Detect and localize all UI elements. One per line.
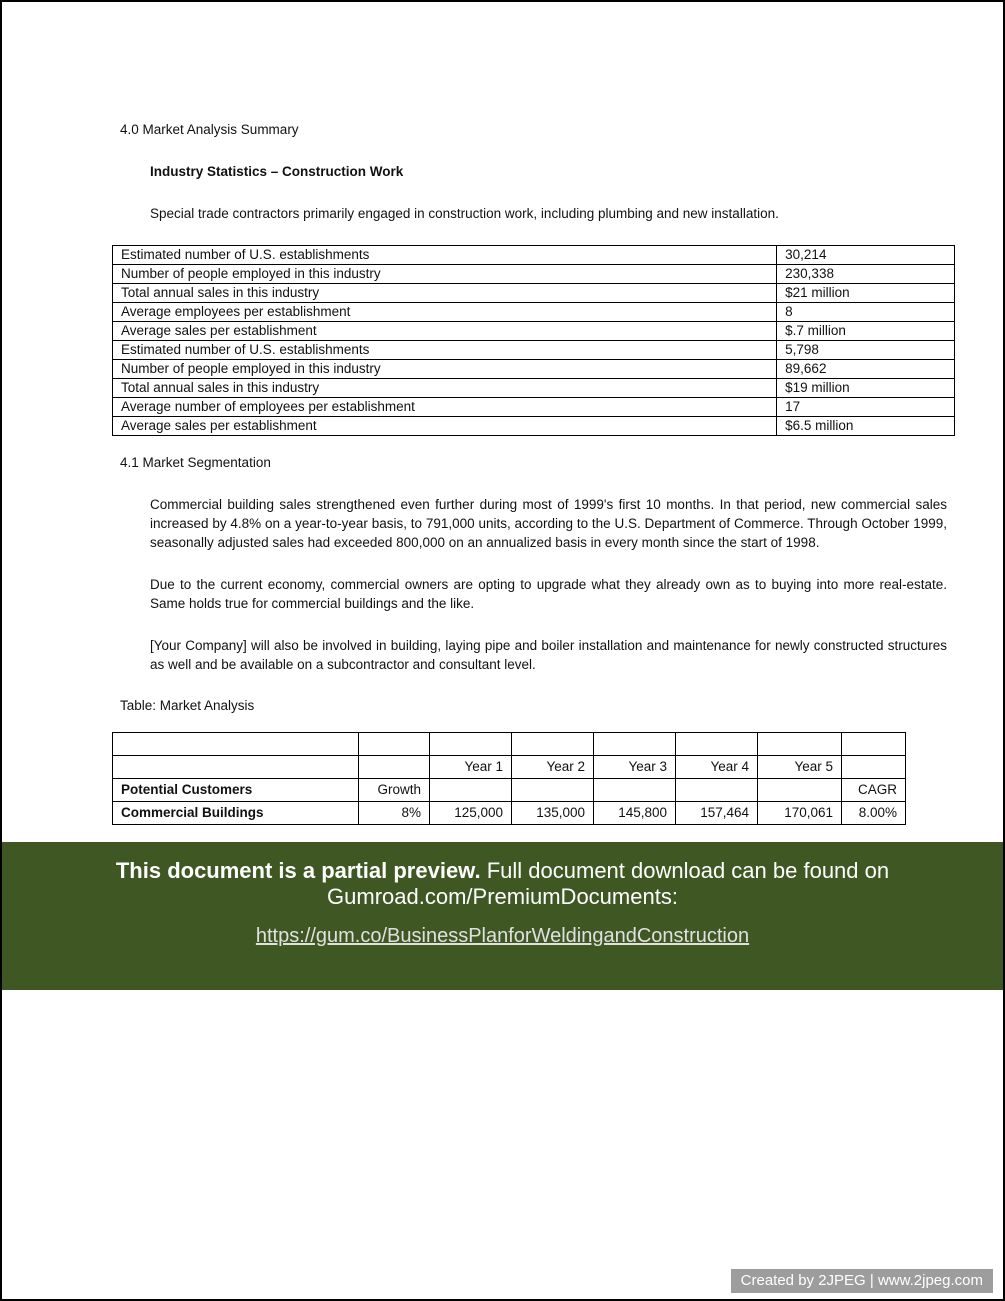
stat-label: Total annual sales in this industry (113, 284, 777, 303)
body-paragraph: [Your Company] will also be involved in building, laying pipe and boiler installation and maintenance for newly constructed structures as well and be available on a subcontractor and consultant level. (150, 638, 947, 672)
table-cell (359, 733, 430, 756)
year-header: Year 3 (594, 756, 676, 779)
stat-value: $21 million (777, 284, 955, 303)
stat-value: 5,798 (777, 341, 955, 360)
table-cell (430, 733, 512, 756)
banner-link-line (2, 924, 1003, 948)
table-row (113, 417, 955, 436)
stat-label: Average employees per establishment (113, 303, 777, 322)
stat-value: $6.5 million (777, 417, 955, 436)
table-row (113, 802, 906, 825)
table-cell (512, 733, 594, 756)
industry-intro-paragraph: Special trade contractors primarily engaged in construction work, including plumbing and new installation. (150, 206, 779, 221)
stat-value: $.7 million (777, 322, 955, 341)
stat-value: 230,338 (777, 265, 955, 284)
potential-customers-header: Potential Customers (113, 779, 359, 802)
year-value: 170,061 (758, 802, 842, 825)
table-cell (758, 779, 842, 802)
table-row (113, 303, 955, 322)
body-paragraph: Commercial building sales strengthened even further during most of 1999's first 10 months. In that period, new commercial sales increased by 4.8% on a year-to-year basis, to 791,000 units, according to the U.S. Department of Commerce. Through October 1999, seasonally adjusted sales had exceeded 800,000 on an annualized basis in every month since the start of 1998. (150, 497, 947, 550)
table-row (113, 284, 955, 303)
table-row (113, 322, 955, 341)
table-row (113, 379, 955, 398)
table-cell (512, 779, 594, 802)
cagr-header: CAGR (842, 779, 906, 802)
document-content (2, 2, 1003, 825)
year-header: Year 5 (758, 756, 842, 779)
year-value: 145,800 (594, 802, 676, 825)
stat-value: 17 (777, 398, 955, 417)
stat-label: Average number of employees per establishment (113, 398, 777, 417)
stat-value: 30,214 (777, 246, 955, 265)
year-header: Year 1 (430, 756, 512, 779)
table-cell (758, 733, 842, 756)
gumroad-download-link[interactable]: https://gum.co/BusinessPlanforWeldingandConstruction (255, 925, 750, 947)
growth-header: Growth (359, 779, 430, 802)
stat-label: Average sales per establishment (113, 417, 777, 436)
watermark-credit: Created by 2JPEG | www.2jpeg.com (731, 1269, 993, 1293)
table-cell (676, 733, 758, 756)
stat-label: Number of people employed in this industry (113, 360, 777, 379)
table-cell (676, 779, 758, 802)
year-value: 135,000 (512, 802, 594, 825)
year-header: Year 4 (676, 756, 758, 779)
table-cell (113, 756, 359, 779)
stat-label: Estimated number of U.S. establishments (113, 246, 777, 265)
table-cell (594, 733, 676, 756)
table-row (113, 398, 955, 417)
customer-segment-name: Commercial Buildings (113, 802, 359, 825)
table-row (113, 341, 955, 360)
table-cell (359, 756, 430, 779)
table-cell (430, 779, 512, 802)
table-row (113, 756, 906, 779)
year-value: 157,464 (676, 802, 758, 825)
market-analysis-table (112, 732, 906, 825)
body-paragraph: Due to the current economy, commercial owners are opting to upgrade what they already own as to buying into more real-estate. Same holds true for commercial buildings and the like. (150, 577, 947, 611)
table-row (113, 779, 906, 802)
table-cell (113, 733, 359, 756)
table-row (113, 265, 955, 284)
stat-value: 89,662 (777, 360, 955, 379)
banner-bold-text: This document is a partial preview. (115, 858, 481, 883)
stat-value: 8 (777, 303, 955, 322)
stat-label: Total annual sales in this industry (113, 379, 777, 398)
table-row (113, 733, 906, 756)
growth-value: 8% (359, 802, 430, 825)
stat-label: Average sales per establishment (113, 322, 777, 341)
stat-label: Number of people employed in this industry (113, 265, 777, 284)
table-row (113, 246, 955, 265)
market-analysis-caption: Table: Market Analysis (120, 698, 255, 713)
year-header: Year 2 (512, 756, 594, 779)
stat-label: Estimated number of U.S. establishments (113, 341, 777, 360)
preview-banner (2, 842, 1003, 990)
table-row (113, 360, 955, 379)
stat-value: $19 million (777, 379, 955, 398)
banner-message-line1 (2, 858, 1003, 884)
table-cell (842, 756, 906, 779)
table-cell (594, 779, 676, 802)
cagr-value: 8.00% (842, 802, 906, 825)
section-heading-4-0: 4.0 Market Analysis Summary (120, 122, 299, 137)
table-cell (842, 733, 906, 756)
banner-message-line2: Gumroad.com/PremiumDocuments: (327, 884, 678, 909)
banner-regular-text: Full document download can be found on (486, 858, 890, 883)
section-heading-4-1: 4.1 Market Segmentation (120, 455, 271, 470)
year-value: 125,000 (430, 802, 512, 825)
industry-statistics-heading: Industry Statistics – Construction Work (150, 164, 404, 179)
industry-stats-table (112, 245, 955, 436)
